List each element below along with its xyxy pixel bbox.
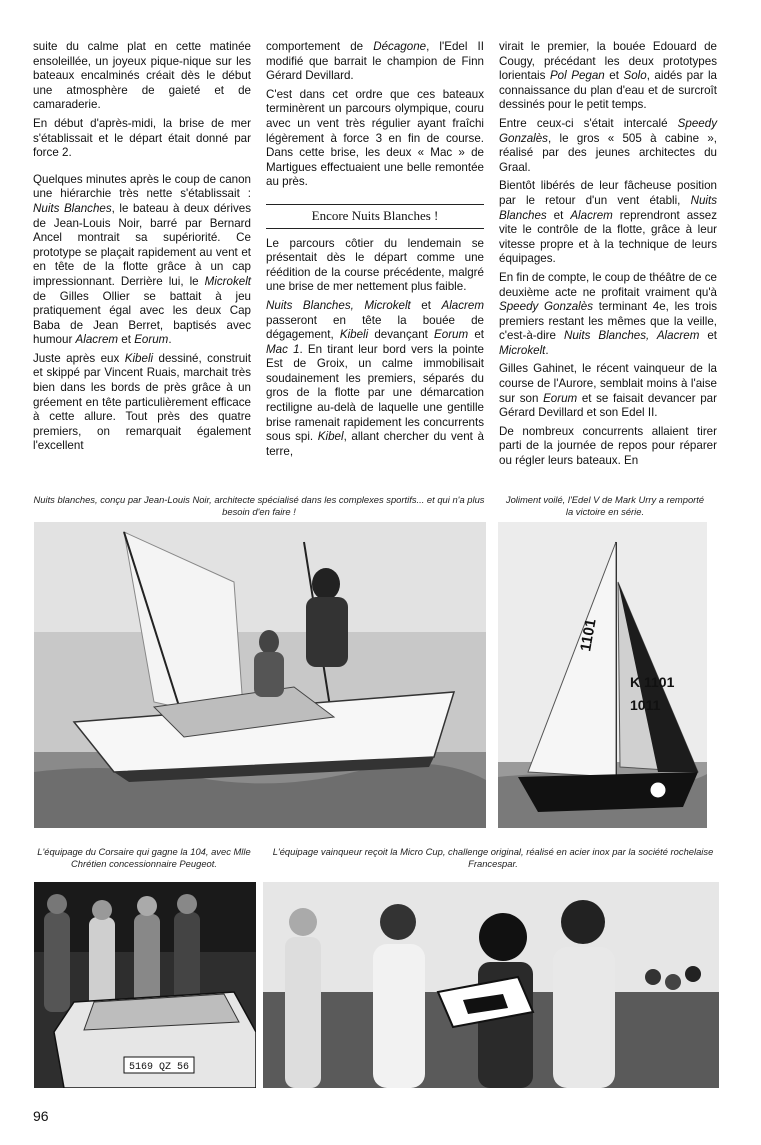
paragraph: En début d'après-midi, la brise de mer s'établissait et le départ était donné par force 2.	[33, 116, 251, 160]
sail-number-1: 1101	[577, 617, 600, 653]
paragraph: De nombreux concurrents allaient tirer parti de la journée de repos pour réparer ou régler leurs bateaux. En	[499, 424, 717, 468]
boat-illustration	[34, 522, 486, 828]
page-number: 96	[33, 1108, 49, 1124]
text-column-3	[499, 40, 717, 473]
paragraph: Quelques minutes après le coup de canon une hiérarchie très nette s'établissait : Nuits Blanches, le bateau à deux dérives de Jean-Louis Noir, barré par Bernard Ancel montrait sa supériorité. Ce prototype se plaçait rapidement au vent et en tête de la flotte grâce à un cap impressionnant. Derrière lui, le Microkelt de Gilles Ollier se battait à jeu pratiquement égal avec les deux Cap Baba de Jean Berret, baptisés avec humour Alacrem et Eorum.	[33, 172, 251, 347]
photo-edel	[498, 522, 707, 828]
license-plate: 5169 QZ 56	[128, 1062, 190, 1073]
photo-corsaire	[34, 882, 256, 1088]
paragraph: Nuits Blanches, Microkelt et Alacrem passeront en tête la bouée de dégagement, Kibeli devançant Eorum et Mac 1. En tirant leur bord vers la pointe Est de Groix, un calme immobilisait soudainement les premiers, séparés du gros de la flotte par une démarcation rectiligne au-delà de laquelle une gentille brise ramenait rapidement les concurrents sous spi. Kibel, allant chercher du vent à terre,	[266, 298, 484, 458]
paragraph: comportement de Décagone, l'Edel II modifié que barrait le champion de Finn Gérard Devillard.	[266, 40, 484, 83]
caption-micro-cup: L'équipage vainqueur reçoit la Micro Cup, challenge original, réalisé en acier inox par la société rochelaise Francespar.	[272, 846, 714, 869]
sail-number-3: 1011	[630, 697, 661, 713]
paragraph: C'est dans cet ordre que ces bateaux terminèrent un parcours olympique, couru avec un vent très régulier ayant fraîchi légèrement à force 3 en fin de course. Dans cette brise, les deux « Mac » de Martigues effectuaient une belle remontée au près.	[266, 87, 484, 189]
paragraph: En fin de compte, le coup de théâtre de ce deuxième acte ne profitait vraiment qu'à Speedy Gonzalès terminant 4e, les trois premiers restant les mêmes que la veille, c'est-à-dire Nuits Blanches, Alacrem et Microkelt.	[499, 270, 718, 357]
caption-corsaire: L'équipage du Corsaire qui gagne la 104, avec Mlle Chrétien concessionnaire Peugeot.	[37, 846, 251, 869]
paragraph: suite du calme plat en cette matinée ensoleillée, un joyeux pique-nique sur les bateaux encalminés créait dès le début une atmosphère de gaieté et de camaraderie.	[33, 40, 251, 112]
text-column-2	[266, 40, 484, 463]
paragraph: Bientôt libérés de leur fâcheuse position par le retour d'un vent établi, Nuits Blanches et Alacrem reprendront assez vite le contrôle de la flotte, grâce à leur vitesse propre et à la technique de leurs équipages.	[499, 179, 717, 266]
sailboat-illustration	[498, 522, 707, 828]
photo-micro-cup	[263, 882, 719, 1088]
paragraph: Gilles Gahinet, le récent vainqueur de la course de l'Aurore, semblait moins à l'aise sur son Eorum et se faisait devancer par Gérard Devillard et son Edel II.	[499, 362, 717, 420]
paragraph: Entre ceux-ci s'était intercalé Speedy Gonzalès, le gros « 505 à cabine », réalisé par des jeunes architectes du Graal.	[499, 116, 717, 174]
caption-nuits-blanches: Nuits blanches, conçu par Jean-Louis Noir, architecte spécialisé dans les complexes sportifs... et qui n'a plus besoin d'en faire !	[33, 494, 485, 517]
paragraph: Juste après eux Kibeli dessiné, construit et skippé par Vincent Ruais, marchait très bien dans les bords de près grâce à un gréement en tête particulièrement efficace à cette allure. Tout près des quatre premiers, on remarquait également l'excellent	[33, 351, 251, 453]
car-group-illustration	[34, 882, 256, 1088]
sail-number-2: K 1101	[630, 674, 675, 690]
text-column-1	[33, 40, 251, 458]
paragraph: virait le premier, la bouée Edouard de Cougy, précédant les deux prototypes lorientais Pol Pegan et Solo, aidés par la connaissance du plan d'eau et de surcroît dessinés pour le petit temps.	[499, 40, 717, 112]
section-heading: Encore Nuits Blanches !	[266, 204, 484, 229]
paragraph: Le parcours côtier du lendemain se présentait dès le départ comme une réédition de la course précédente, malgré une brise de mer nettement plus faible.	[266, 236, 484, 294]
winners-illustration	[263, 882, 719, 1088]
photo-nuits-blanches	[34, 522, 486, 828]
caption-edel: Joliment voilé, l'Edel V de Mark Urry a remporté la victoire en série.	[505, 494, 705, 517]
